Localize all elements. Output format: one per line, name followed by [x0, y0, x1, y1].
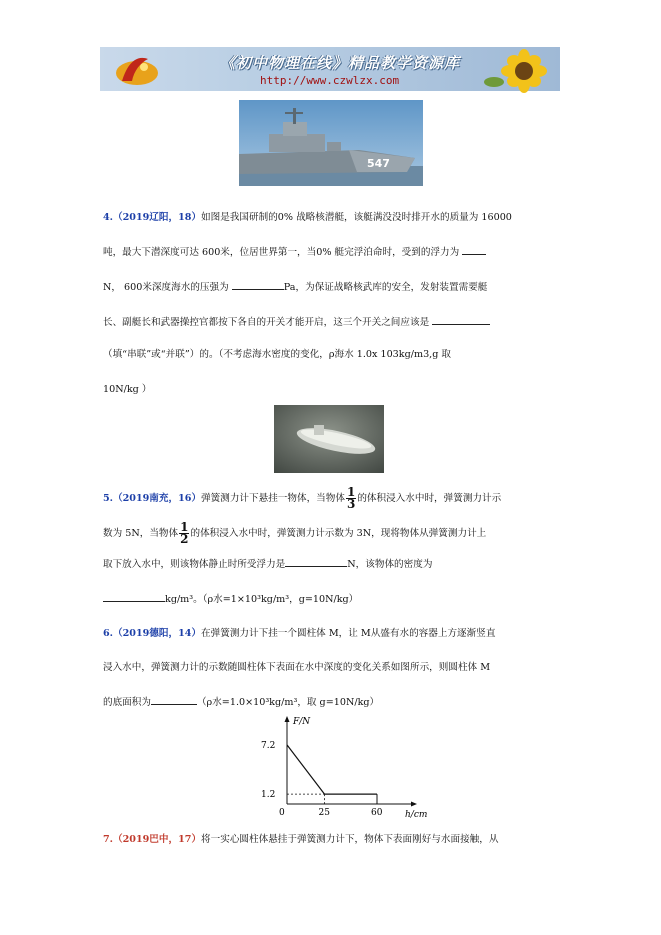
- banner-title: 《初中物理在线》精品教学资源库: [220, 54, 461, 72]
- q6-blank-1[interactable]: [151, 695, 197, 705]
- x-tick-label: 60: [371, 808, 383, 818]
- sunflower-icon: [484, 50, 554, 90]
- q6-line-1: 6.（2019德阳，14）在弹簧测力计下挂一个圆柱体 M，让 M从盛有水的容器上方逐渐竖直: [103, 628, 496, 639]
- q7-line-1: 7.（2019巴中，17）将一实心圆柱体悬挂于弹簧测力计下，物体下表面刚好与水面接触，从: [103, 834, 499, 845]
- q4-number: 4.（2019辽阳，18）: [103, 212, 202, 223]
- tick-label-origin: 0: [279, 808, 285, 818]
- fraction-one-third: $\frac{1}{3}$: [346, 485, 356, 511]
- q5-line-2: 数为 5N，当物体 $\frac{1}{2}$ 的体积浸入水中时，弹簧测力计示数为 3N，现将物体从弹簧测力计上: [103, 520, 487, 546]
- q4-blank-2[interactable]: [232, 280, 284, 290]
- q4-line-1: 4.（2019辽阳，18）如图是我国研制的0% 战略核潜艇，该艇满没没时排开水的质量为 16000: [103, 212, 512, 223]
- q4-blank-3[interactable]: [432, 315, 490, 325]
- q5-blank-1[interactable]: [285, 557, 347, 567]
- q6-line-3: 的底面积为 （ρ水=1.0×10³kg/m³，取 g=10N/kg）: [103, 697, 380, 708]
- header-banner: [100, 47, 560, 91]
- q5-line-3: 取下放入水中，则该物体静止时所受浮力是 N，该物体的密度为: [103, 559, 433, 570]
- warship-photo: [239, 100, 423, 186]
- y-tick-label: 1.2: [261, 790, 276, 801]
- q5-line-4: kg/m³。（ρ水=1×10³kg/m³，g=10N/kg）: [103, 592, 358, 606]
- x-tick-label: 25: [318, 808, 330, 818]
- q4-line-6: 10N/kg ）: [103, 384, 152, 395]
- force-depth-chart: [255, 717, 428, 833]
- logo-icon: [114, 53, 160, 87]
- q4-line-4: 长、副艇长和武器操控官都按下各自的开关才能开启，这三个开关之间应该是: [103, 315, 490, 329]
- q4-blank-1[interactable]: [462, 245, 486, 255]
- q4-line-3: N， 600米深度海水的压强为 Pa，为保证战略核武库的安全，发射装置需要艇: [103, 282, 488, 293]
- q5-line-1: 5.（2019南充，16）弹簧测力计下悬挂一物体，当物体 $\frac{1}{3}$ 的体积浸入水中时，弹簧测力计示: [103, 485, 502, 511]
- submarine-photo: [274, 405, 384, 473]
- q4-line-2: 吨，最大下潜深度可达 600米，位居世界第一，当0% 艇完浮泊命时，受到的浮力为: [103, 245, 486, 259]
- hull-number: 547: [367, 157, 390, 170]
- fraction-one-half: $\frac{1}{2}$: [180, 520, 189, 546]
- x-axis-label: h/cm: [405, 810, 428, 820]
- q5-blank-2[interactable]: [103, 592, 165, 602]
- q5-number: 5.（2019南充，16）: [103, 493, 202, 504]
- q7-number: 7.（2019巴中，17）: [103, 834, 202, 845]
- y-tick-label: 7.2: [261, 740, 276, 751]
- data-segment: [287, 745, 325, 794]
- q6-line-2: 浸入水中，弹簧测力计的示数随圆柱体下表面在水中深度的变化关系如图所示，则圆柱体 M: [103, 662, 491, 673]
- banner-url: http://www.czwlzx.com: [260, 74, 400, 87]
- q4-line-5: （填“串联”或“并联”）的。（不考虑海水密度的变化，ρ海水 1.0x 103kg/m3,g 取: [103, 349, 452, 360]
- y-axis-label: F/N: [293, 717, 311, 727]
- y-axis-arrow-icon: [285, 716, 290, 722]
- x-axis-arrow-icon: [411, 802, 417, 807]
- q6-number: 6.（2019德阳，14）: [103, 628, 202, 639]
